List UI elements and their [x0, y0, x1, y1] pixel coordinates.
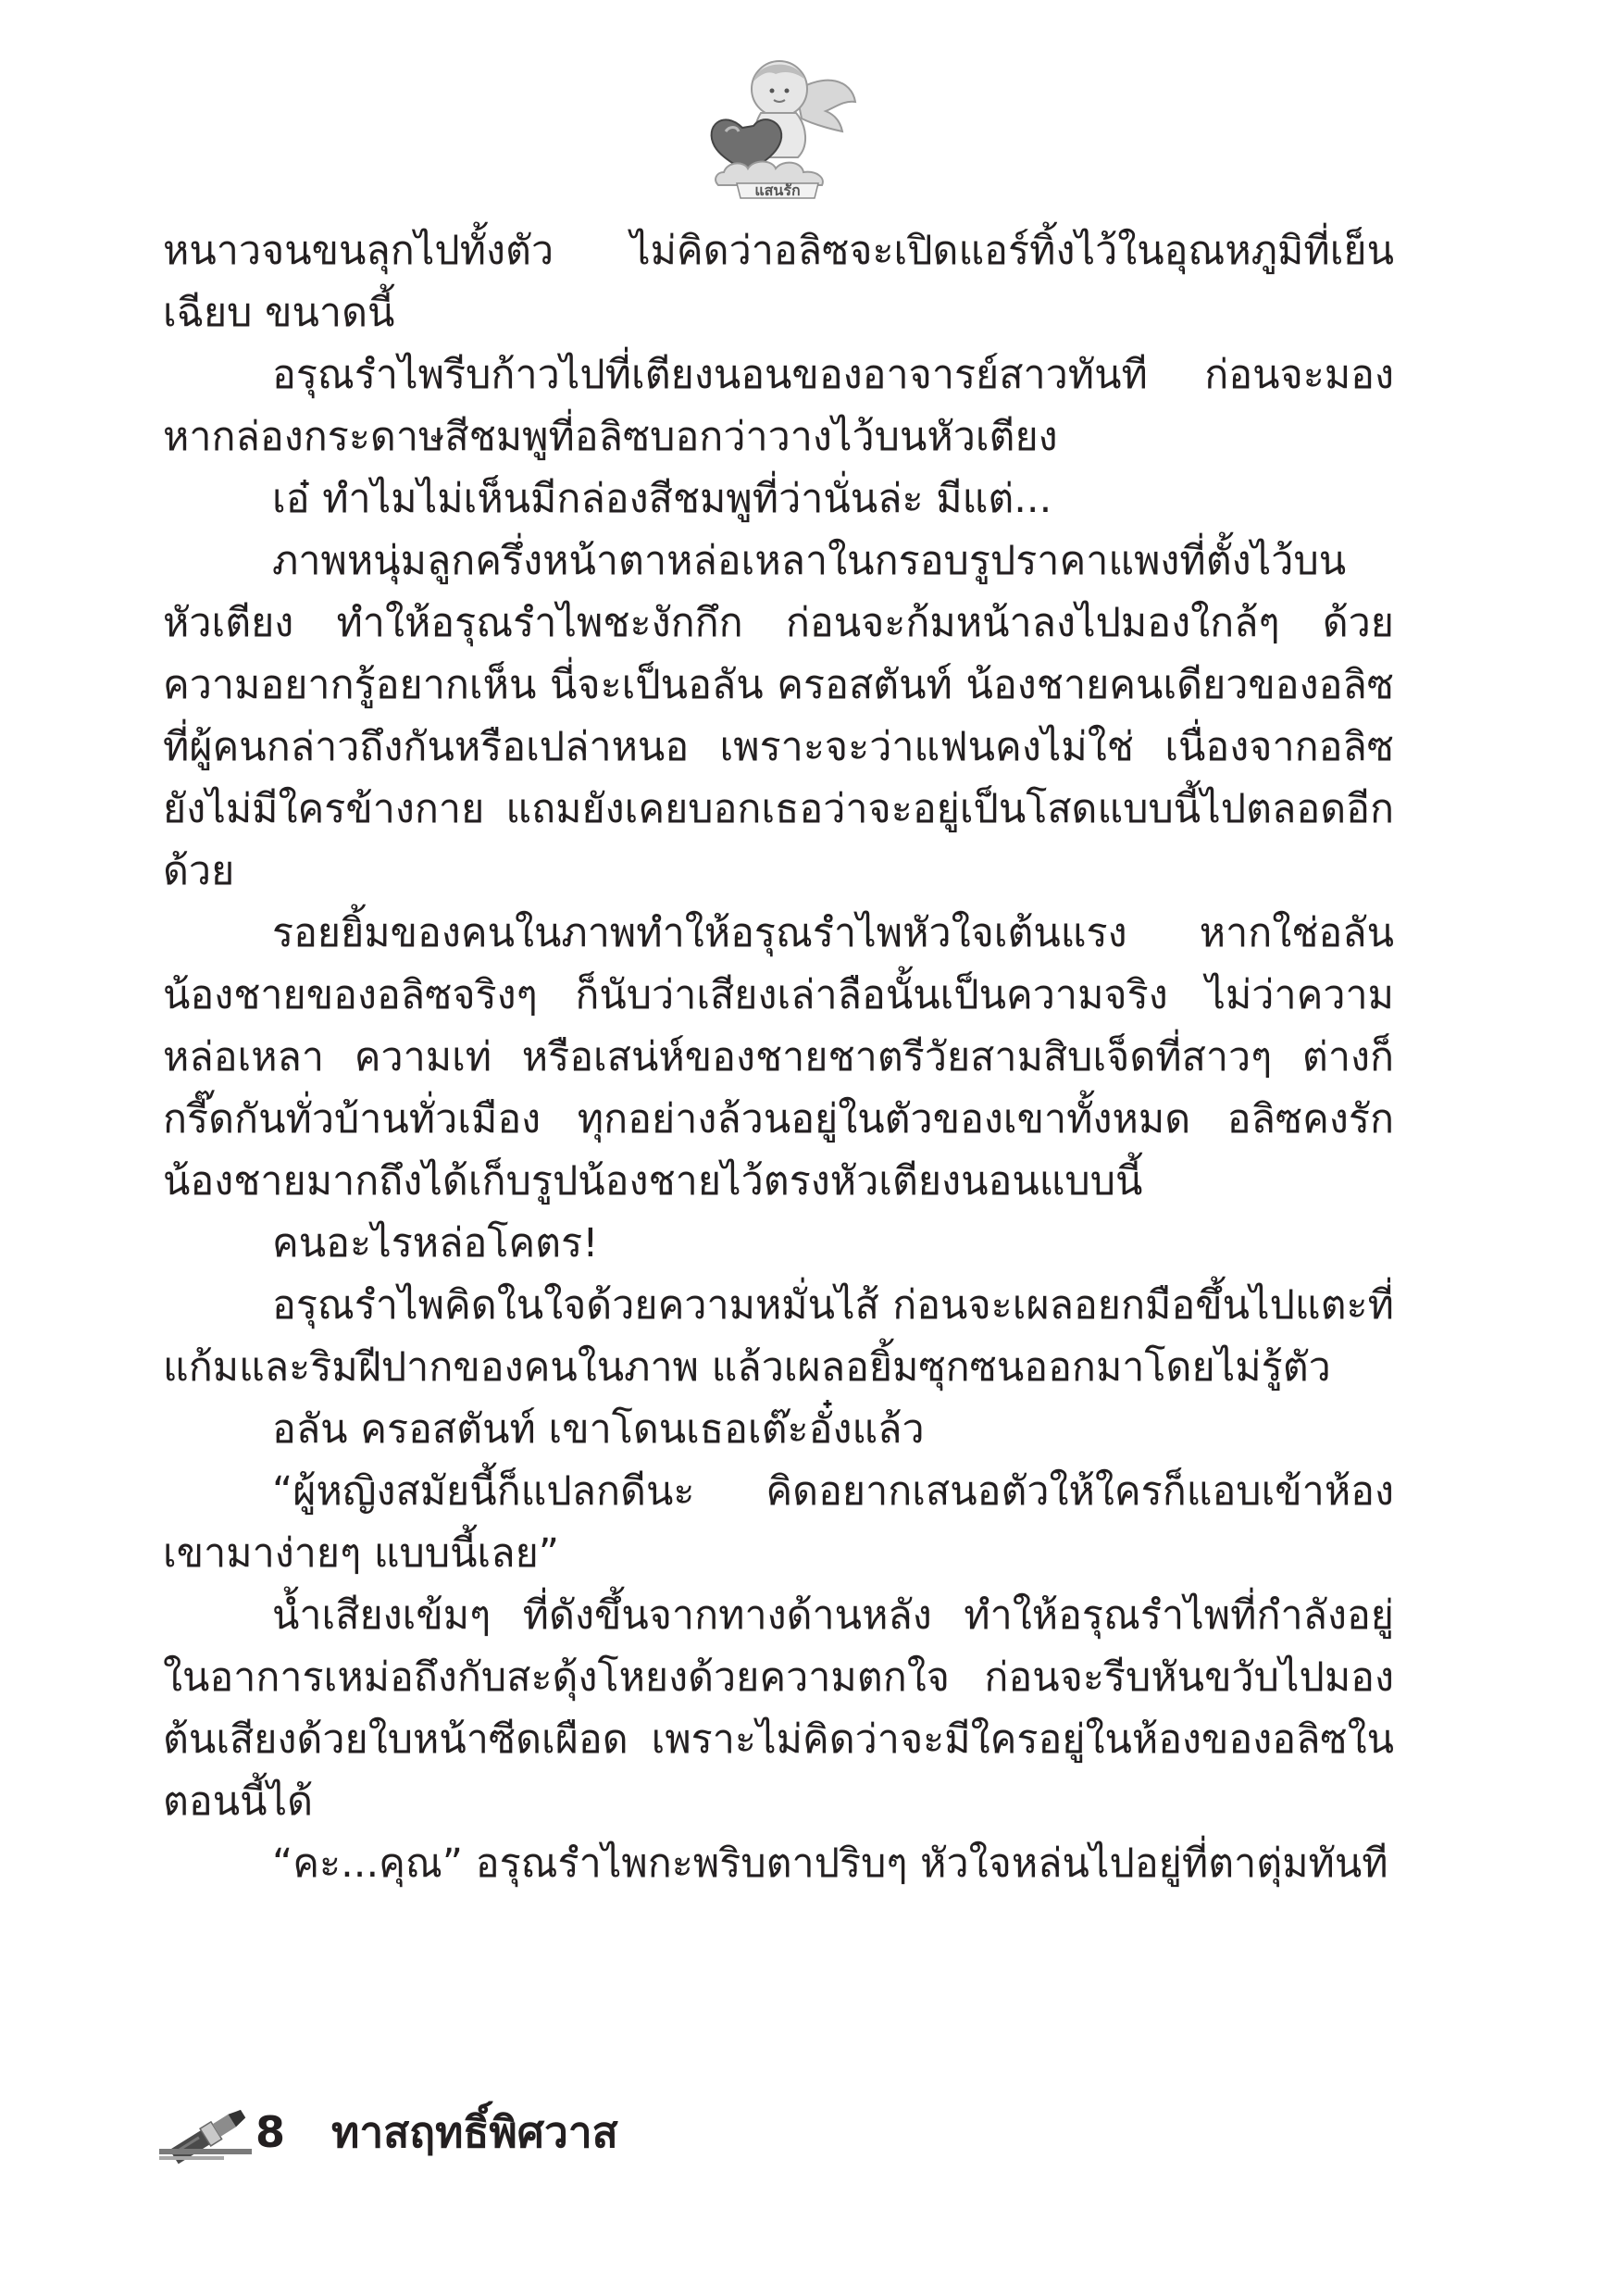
page-number: 8 — [255, 2107, 286, 2157]
book-title: ทาสฤทธิ์พิศวาส — [331, 2107, 618, 2157]
paragraph-1: หนาวจนขนลุกไปทั้งตัว ไม่คิดว่าอลิซจะเปิดแอร์ทิ้งไว้ในอุณหภูมิที่เย็นเฉียบ ขนาดนี้ — [163, 228, 1394, 336]
cupid-with-heart-logo-icon — [687, 54, 863, 200]
paragraph-5: รอยยิ้มของคนในภาพทำให้อรุณรำไพหัวใจเต้นแรง หากใช่อลันน้องชายของอลิซจริงๆ ก็นับว่าเสียงเล่าลือนั้นเป็นความจริง ไม่ว่าความหล่อเหลา ความเท่ หรือเสน่ห์ของชายชาตรีวัยสามสิบเจ็ดที่สาวๆ ต่างก็กรี๊ดกันทั่วบ้านทั่วเมือง ทุกอย่างล้วนอยู่ในตัวของเขาทั้งหมด อลิซคงรักน้องชายมากถึงได้เก็บรูปน้องชายไว้ตรงหัวเตียงนอนแบบนี้ — [163, 910, 1394, 1204]
chapter-text — [163, 220, 1394, 1895]
paragraph-3: เอ๋ ทำไมไม่เห็นมีกล่องสีชมพูที่ว่านั่นล่ะ มีแต่... — [272, 476, 1052, 522]
page-footer — [159, 2097, 1270, 2171]
paragraph-9: “ผู้หญิงสมัยนี้ก็แปลกดีนะ คิดอยากเสนอตัวให้ใครก็แอบเข้าห้องเขามาง่ายๆ แบบนี้เลย” — [163, 1468, 1394, 1577]
paragraph-4: ภาพหนุ่มลูกครึ่งหน้าตาหล่อเหลาในกรอบรูปราคาแพงที่ตั้งไว้บนหัวเตียง ทำให้อรุณรำไพชะงักกึก ก่อนจะก้มหน้าลงไปมองใกล้ๆ ด้วยความอยากรู้อยากเห็น นี่จะเป็นอลัน ครอสตันท์ น้องชายคนเดียวของอลิซที่ผู้คนกล่าวถึงกันหรือเปล่าหนอ เพราะจะว่าแฟนคงไม่ใช่ เนื่องจากอลิซยังไม่มีใครข้างกาย แถมยังเคยบอกเธอว่าจะอยู่เป็นโสดแบบนี้ไปตลอดอีกด้วย — [163, 538, 1394, 894]
paragraph-6: คนอะไรหล่อโคตร! — [272, 1220, 599, 1267]
publisher-logo — [687, 54, 863, 200]
logo-text: แสนรัก — [754, 181, 801, 199]
paragraph-10: น้ำเสียงเข้มๆ ที่ดังขึ้นจากทางด้านหลัง ทำให้อรุณรำไพที่กำลังอยู่ในอาการเหม่อถึงกับสะดุ้งโหยงด้วยความตกใจ ก่อนจะรีบหันขวับไปมองต้นเสียงด้วยใบหน้าซีดเผือด เพราะไม่คิดว่าจะมีใครอยู่ในห้องของอลิซในตอนนี้ได้ — [163, 1592, 1394, 1825]
paragraph-7: อรุณรำไพคิดในใจด้วยความหมั่นไส้ ก่อนจะเผลอยกมือขึ้นไปแตะที่แก้มและริมฝีปากของคนในภาพ แล้วเผลอยิ้มซุกซนออกมาโดยไม่รู้ตัว — [163, 1282, 1394, 1391]
paragraph-2: อรุณรำไพรีบก้าวไปที่เตียงนอนของอาจารย์สาวทันที ก่อนจะมองหากล่องกระดาษสีชมพูที่อลิซบอกว่าวางไว้บนหัวเตียง — [163, 352, 1394, 460]
paragraph-11: “คะ...คุณ” อรุณรำไพกะพริบตาปริบๆ หัวใจหล่นไปอยู่ที่ตาตุ่มทันที — [272, 1841, 1388, 1887]
lipstick-icon — [159, 2097, 252, 2169]
paragraph-8: อลัน ครอสตันท์ เขาโดนเธอเต๊ะอั๋งแล้ว — [272, 1406, 925, 1453]
